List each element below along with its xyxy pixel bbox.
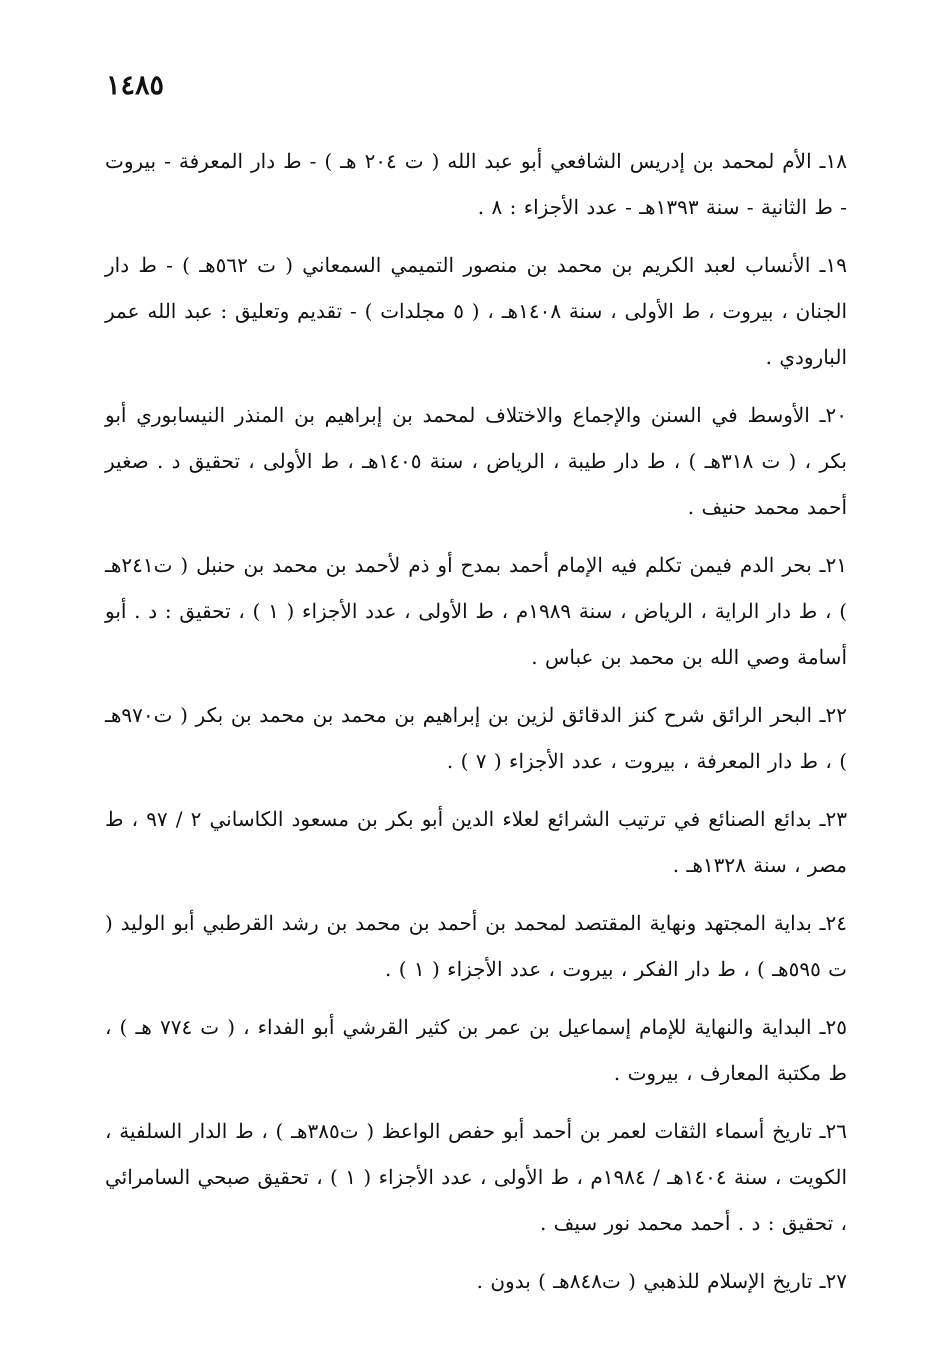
reference-item-26: ٢٦ـ تاريخ أسماء الثقات لعمر بن أحمد أبو حفص الواعظ ( ت٣٨٥هـ ) ، ط الدار السلفية ، الكويت ، سنة ١٤٠٤هـ / ١٩٨٤م ، ط الأولى ، عدد الأجزاء ( ١ ) ، تحقيق صبحي السامرائي ، تحقيق : د . أحمد محمد نور سيف . <box>105 1119 848 1235</box>
reference-item-22: ٢٢ـ البحر الرائق شرح كنز الدقائق لزين بن إبراهيم بن محمد بن محمد بن بكر ( ت٩٧٠هـ ) ، ط دار المعرفة ، بيروت ، عدد الأجزاء ( ٧ ) . <box>105 703 847 773</box>
reference-item-23: ٢٣ـ بدائع الصنائع في ترتيب الشرائع لعلاء الدين أبو بكر بن مسعود الكاساني ٢ / ٩٧ ، ط مصر ، سنة ١٣٢٨هـ . <box>105 807 847 877</box>
page-number: ١٤٨٥ <box>106 70 165 101</box>
reference-item-25: ٢٥ـ البداية والنهاية للإمام إسماعيل بن عمر بن كثير القرشي أبو الفداء ، ( ت ٧٧٤ هـ ) ، ط مكتبة المعارف ، بيروت . <box>105 1015 847 1085</box>
reference-item-21: ٢١ـ بحر الدم فيمن تكلم فيه الإمام أحمد بمدح أو ذم لأحمد بن محمد بن حنبل ( ت٢٤١هـ ) ، ط دار الراية ، الرياض ، سنة ١٩٨٩م ، ط الأولى ، عدد الأجزاء ( ١ ) ، تحقيق : د . أبو أسامة وصي الله بن محمد بن عباس . <box>105 553 848 669</box>
reference-item-18: ١٨ـ الأم لمحمد بن إدريس الشافعي أبو عبد الله ( ت ٢٠٤ هـ ) - ط دار المعرفة - بيروت - ط الثانية - سنة ١٣٩٣هـ - عدد الأجزاء : ٨ . <box>105 149 847 219</box>
reference-item-24: ٢٤ـ بداية المجتهد ونهاية المقتصد لمحمد بن أحمد بن محمد بن رشد القرطبي أبو الوليد ( ت ٥٩٥هـ ) ، ط دار الفكر ، بيروت ، عدد الأجزاء ( ١ ) . <box>105 911 847 981</box>
reference-item-20: ٢٠ـ الأوسط في السنن والإجماع والاختلاف لمحمد بن إبراهيم بن المنذر النيسابوري أبو بكر ، ( ت ٣١٨هـ ) ، ط دار طيبة ، الرياض ، سنة ١٤٠٥هـ ، ط الأولى ، تحقيق د . صغير أحمد محمد حنيف . <box>105 403 847 519</box>
reference-item-27: ٢٧ـ تاريخ الإسلام للذهبي ( ت٨٤٨هـ ) بدون . <box>476 1269 847 1293</box>
reference-list <box>105 138 847 1316</box>
reference-item-19: ١٩ـ الأنساب لعبد الكريم بن محمد بن منصور التميمي السمعاني ( ت ٥٦٢هـ ) - ط دار الجنان ، بيروت ، ط الأولى ، سنة ١٤٠٨هـ ، ( ٥ مجلدات ) - تقديم وتعليق : عبد الله عمر البارودي . <box>105 253 847 369</box>
